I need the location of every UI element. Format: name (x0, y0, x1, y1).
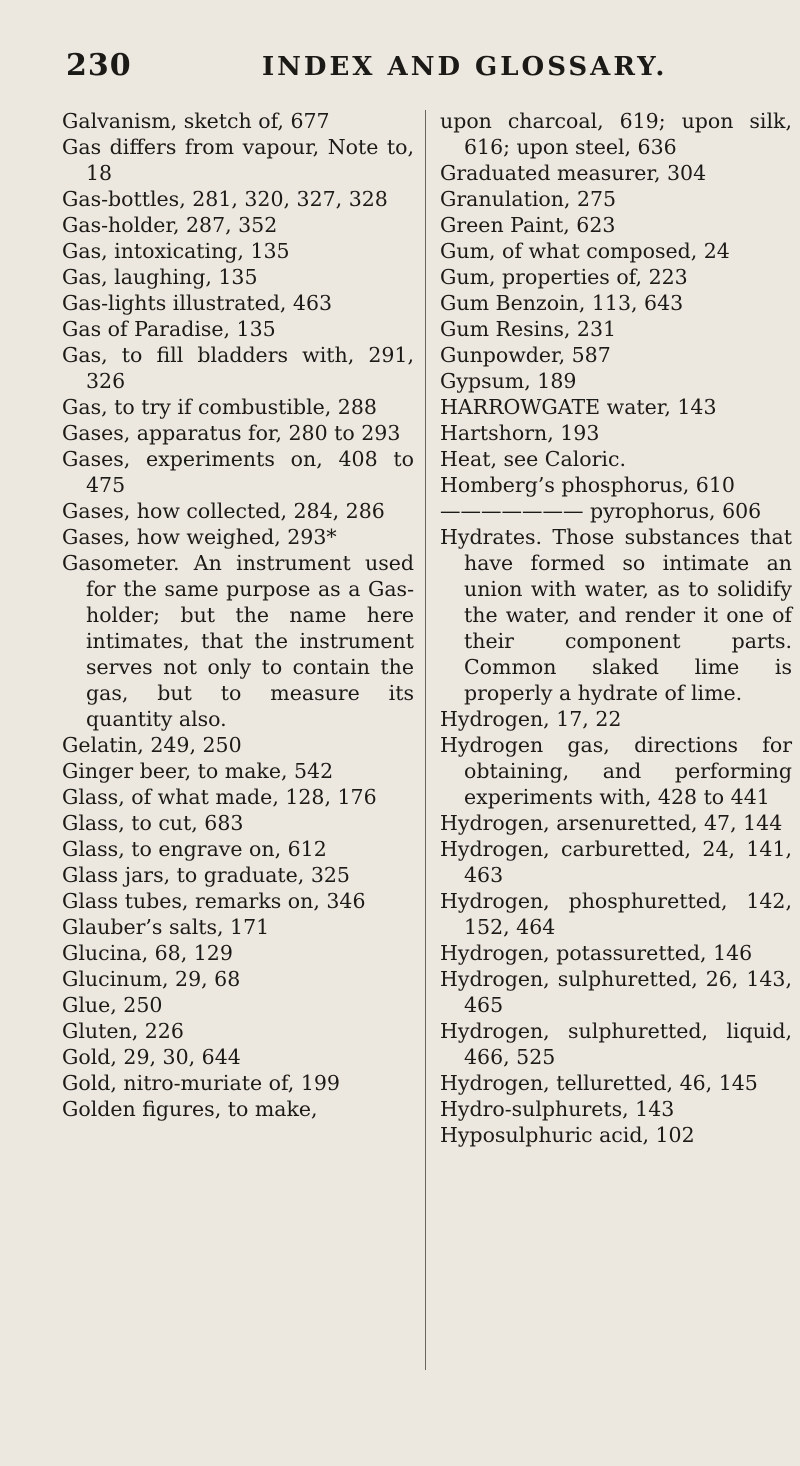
index-entry: Ginger beer, to make, 542 (62, 759, 334, 783)
index-entry: Gases, apparatus for, 280 to 293 (62, 421, 401, 445)
index-entry: Green Paint, 623 (440, 213, 616, 237)
index-entry: Gunpowder, 587 (440, 343, 611, 367)
index-entry: Gold, nitro-muriate of, 199 (62, 1071, 340, 1095)
index-entry: Gas of Paradise, 135 (62, 317, 276, 341)
index-entry: Galvanism, sketch of, 677 (62, 109, 330, 133)
page-number: 230 (66, 48, 132, 83)
index-entry: Hydrogen, sulphuretted, 26, 143, 465 (440, 967, 792, 1017)
index-entry: Homberg’s phosphorus, 610 (440, 473, 735, 497)
index-entry: Gas-holder, 287, 352 (62, 213, 278, 237)
index-entry: Gold, 29, 30, 644 (62, 1045, 241, 1069)
index-entry: Gum Resins, 231 (440, 317, 617, 341)
index-entry: Gum, properties of, 223 (440, 265, 688, 289)
index-entry: Hydro-sulphurets, 143 (440, 1097, 675, 1121)
index-entry: Gum Benzoin, 113, 643 (440, 291, 684, 315)
index-entry: Hydrogen, phosphuretted, 142, 152, 464 (440, 889, 792, 939)
index-entry: Gelatin, 249, 250 (62, 733, 242, 757)
index-entry: Glass, to engrave on, 612 (62, 837, 327, 861)
index-entry: Glass, of what made, 128, 176 (62, 785, 377, 809)
index-entry: Hydrogen gas, directions for obtaining, and performing experiments with, 428 to 441 (440, 733, 792, 809)
index-entry: Hydrogen, 17, 22 (440, 707, 622, 731)
index-entry: Gases, how collected, 284, 286 (62, 499, 385, 523)
index-entry: Graduated measurer, 304 (440, 161, 707, 185)
index-entry: Hydrogen, telluretted, 46, 145 (440, 1071, 758, 1095)
left-column (62, 108, 414, 1122)
index-entry: Gases, experiments on, 408 to 475 (62, 447, 414, 497)
index-entry: Hydrates. Those substances that have formed so intimate an union with water, as to solidify the water, and render it one of their component parts. Common slaked lime is properly a hydrate of lime. (440, 525, 792, 705)
index-entry: Hydrogen, potassuretted, 146 (440, 941, 753, 965)
index-entry: Golden figures, to make, (62, 1097, 318, 1121)
index-entry: Hydrogen, sulphuretted, liquid, 466, 525 (440, 1019, 792, 1069)
index-entry: Glue, 250 (62, 993, 163, 1017)
right-column (440, 108, 792, 1148)
index-entry: Glass tubes, remarks on, 346 (62, 889, 366, 913)
column-divider (425, 110, 426, 1370)
index-entry: Gas, intoxicating, 135 (62, 239, 290, 263)
index-entry: Glucinum, 29, 68 (62, 967, 241, 991)
index-entry: Heat, see Caloric. (440, 447, 626, 471)
index-entry: Glass, to cut, 683 (62, 811, 244, 835)
index-entry: Gas-bottles, 281, 320, 327, 328 (62, 187, 388, 211)
index-entry: Hyposulphuric acid, 102 (440, 1123, 695, 1147)
index-entry: Gas differs from vapour, Note to, 18 (62, 135, 414, 185)
index-entry: Gas, to fill bladders with, 291, 326 (62, 343, 414, 393)
index-entry: Hydrogen, carburetted, 24, 141, 463 (440, 837, 792, 887)
index-entry: HARROWGATE water, 143 (440, 395, 717, 419)
index-entry: Gasometer. An instrument used for the same purpose as a Gas-holder; but the name here intimates, that the instrument serves not only to contain the gas, but to measure its quantity also. (62, 551, 414, 731)
running-head: INDEX AND GLOSSARY. (262, 52, 668, 82)
index-entry: Gum, of what composed, 24 (440, 239, 730, 263)
index-entry: Gypsum, 189 (440, 369, 577, 393)
index-entry: Granulation, 275 (440, 187, 617, 211)
index-entry: Gluten, 226 (62, 1019, 184, 1043)
index-entry: ——————— pyrophorus, 606 (440, 499, 762, 523)
index-entry: Gas, laughing, 135 (62, 265, 258, 289)
index-entry: Glucina, 68, 129 (62, 941, 233, 965)
index-entry: Gases, how weighed, 293* (62, 525, 337, 549)
index-entry: Gas-lights illustrated, 463 (62, 291, 333, 315)
index-entry: Glass jars, to graduate, 325 (62, 863, 350, 887)
index-entry: Glauber’s salts, 171 (62, 915, 270, 939)
index-entry: Hartshorn, 193 (440, 421, 600, 445)
index-entry: upon charcoal, 619; upon silk, 616; upon steel, 636 (440, 109, 792, 159)
index-entry: Gas, to try if combustible, 288 (62, 395, 377, 419)
index-entry: Hydrogen, arsenuretted, 47, 144 (440, 811, 783, 835)
